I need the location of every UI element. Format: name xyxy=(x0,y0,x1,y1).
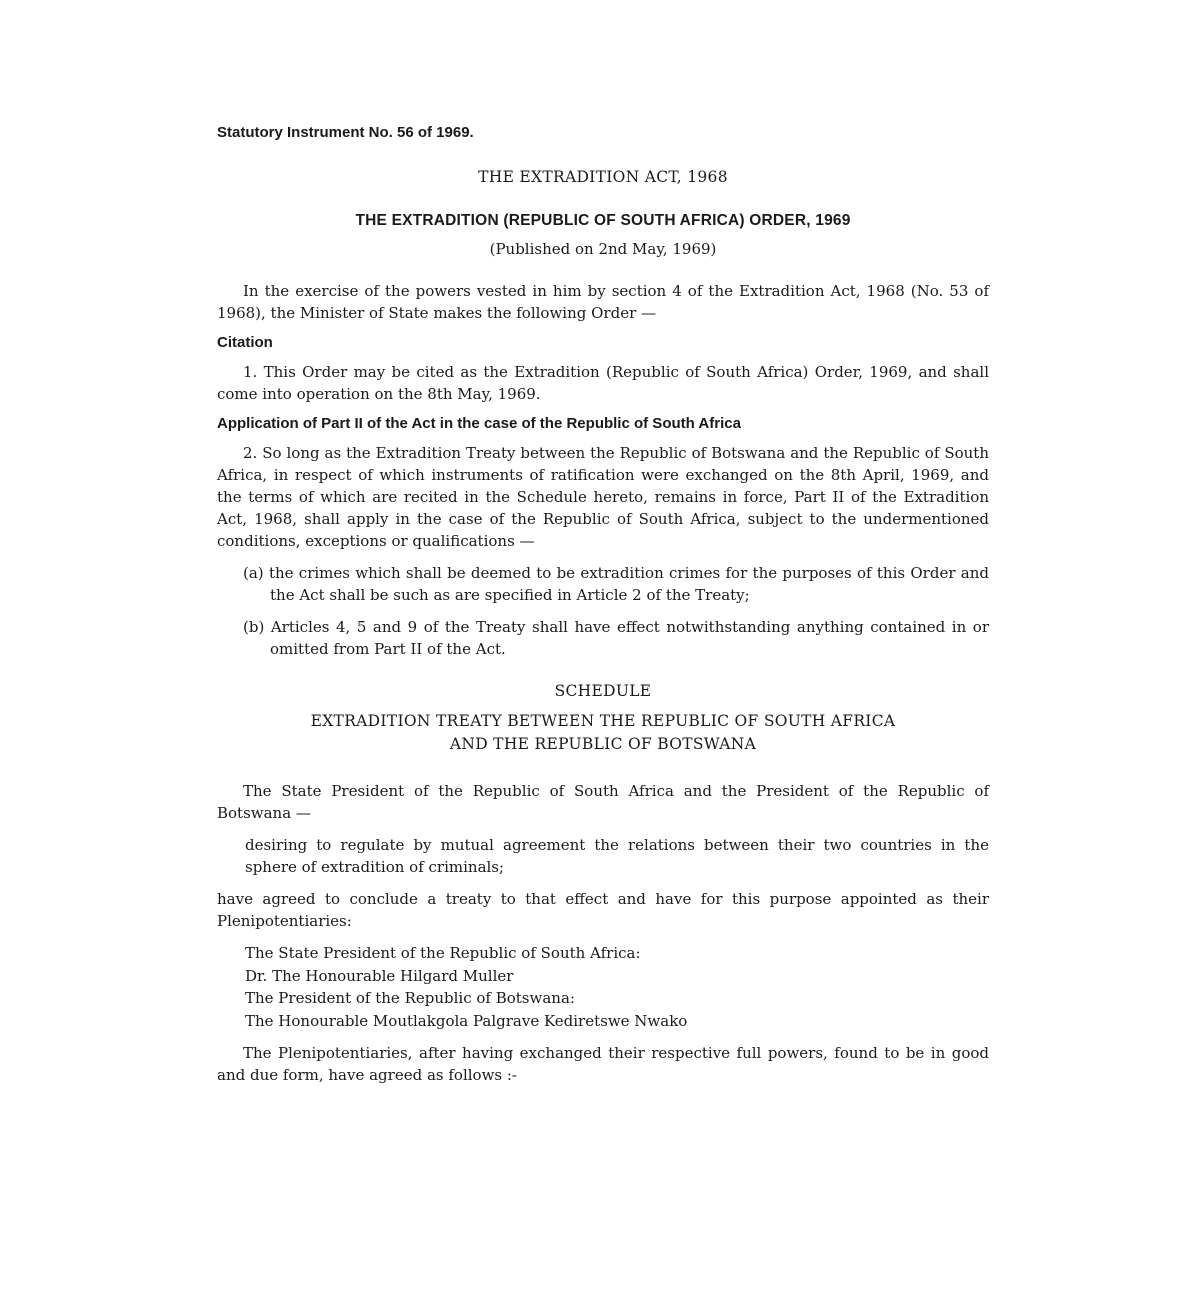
plenipotentiaries-list xyxy=(245,942,989,1032)
order-title: THE EXTRADITION (REPUBLIC OF SOUTH AFRICA) ORDER, 1969 xyxy=(355,212,851,229)
treaty-title xyxy=(217,710,989,756)
plenipotentiary-line: Dr. The Honourable Hilgard Muller xyxy=(245,966,514,985)
section-2-paragraph: 2. So long as the Extradition Treaty between the Republic of Botswana and the Republic of South Africa, in respect of which instruments of ratification were exchanged on the 8th April, 1969, and the terms of which are recited in the Schedule hereto, remains in force, Part II of the Extradition Act, 1968, shall apply in the case of the Republic of South Africa, subject to the undermentioned conditions, exceptions or qualifications — xyxy=(217,444,989,550)
preamble-paragraph: In the exercise of the powers vested in him by section 4 of the Extradition Act, 1968 (No. 53 of 1968), the Minister of State makes the following Order — xyxy=(217,282,989,322)
schedule-heading: SCHEDULE xyxy=(554,682,652,700)
condition-a: (a) the crimes which shall be deemed to be extradition crimes for the purposes of this Order and the Act shall be such as are specified in Article 2 of the Treaty; xyxy=(243,564,989,604)
section-heading-application: Application of Part II of the Act in the case of the Republic of South Africa xyxy=(217,415,741,432)
section-1-paragraph: 1. This Order may be cited as the Extradition (Republic of South Africa) Order, 1969, and shall come into operation on the 8th May, 1969. xyxy=(217,363,989,403)
act-title: THE EXTRADITION ACT, 1968 xyxy=(478,168,728,186)
document-page xyxy=(217,124,989,1096)
statutory-instrument-number: Statutory Instrument No. 56 of 1969. xyxy=(217,124,474,141)
treaty-desiring-paragraph: desiring to regulate by mutual agreement the relations between their two countries in the sphere of extradition of criminals; xyxy=(245,836,989,876)
plenipotentiary-line: The Honourable Moutlakgola Palgrave Kediretswe Nwako xyxy=(245,1011,688,1030)
condition-b: (b) Articles 4, 5 and 9 of the Treaty shall have effect notwithstanding anything contained in or omitted from Part II of the Act. xyxy=(243,618,989,658)
section-heading-citation: Citation xyxy=(217,334,273,351)
publication-date: (Published on 2nd May, 1969) xyxy=(489,240,717,258)
treaty-closing-paragraph: The Plenipotentiaries, after having exchanged their respective full powers, found to be in good and due form, have agreed as follows :- xyxy=(217,1044,989,1084)
plenipotentiary-line: The State President of the Republic of South Africa: xyxy=(245,944,641,962)
treaty-intro-paragraph: The State President of the Republic of South Africa and the President of the Republic of Botswana — xyxy=(217,782,989,822)
treaty-title-line-2: AND THE REPUBLIC OF BOTSWANA xyxy=(449,735,757,753)
treaty-agreed-paragraph: have agreed to conclude a treaty to that effect and have for this purpose appointed as their Plenipotentiaries: xyxy=(217,890,989,930)
plenipotentiary-line: The President of the Republic of Botswana: xyxy=(245,989,575,1007)
treaty-title-line-1: EXTRADITION TREATY BETWEEN THE REPUBLIC OF SOUTH AFRICA xyxy=(310,712,896,730)
